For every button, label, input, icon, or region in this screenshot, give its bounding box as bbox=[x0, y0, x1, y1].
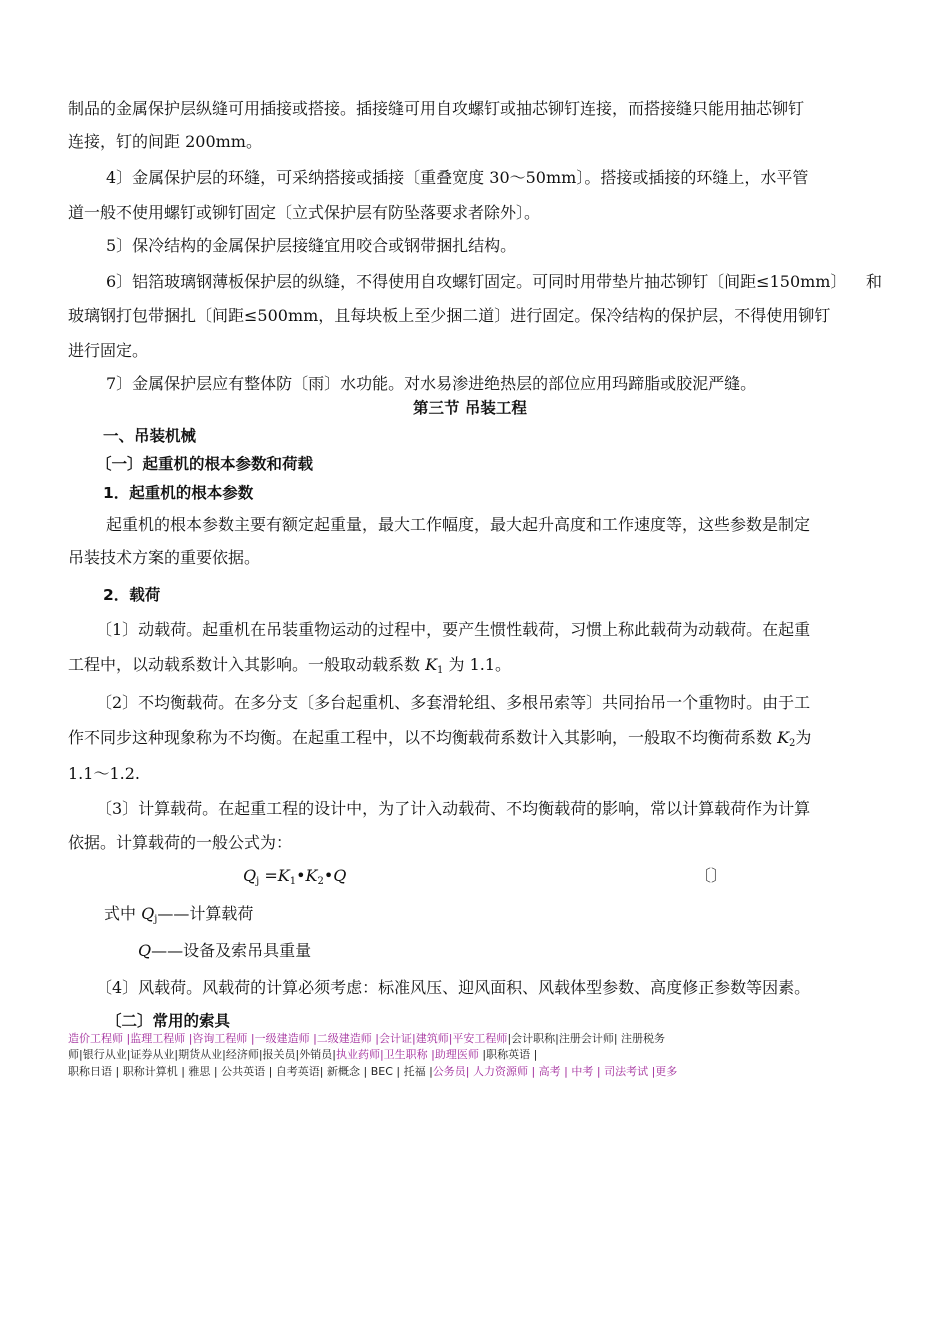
footer-link-group[interactable]: 造价工程师 |监理工程师 |咨询工程师 |一级建造师 |二级建造师 |会计证|建筑师|平安工程师 bbox=[68, 1032, 508, 1045]
paragraph-line: 5〕保冷结构的金属保护层接缝宜用咬合或钢带捆扎结构。 bbox=[106, 236, 517, 255]
heading: 一、吊装机械 bbox=[103, 427, 197, 445]
footer-link-group[interactable]: 职称日语 | 职称计算机 | 雅思 | 公共英语 | 自考英语| 新概念 | BEC | 托福 | bbox=[68, 1065, 433, 1078]
paragraph-line: 玻璃钢打包带捆扎〔间距≤500mm，且每块板上至少捆二道〕进行固定。保冷结构的保护层，不得使用铆钉 bbox=[68, 306, 831, 325]
paragraph-line: 〔4〕风载荷。风载荷的计算必须考虑：标准风压、迎风面积、风载体型参数、高度修正参数等因素。 bbox=[96, 978, 811, 997]
footer-link-group[interactable]: |会计职称|注册会计师| 注册税务 bbox=[507, 1032, 666, 1045]
heading: 1．起重机的根本参数 bbox=[103, 484, 254, 502]
section-title: 第三节 吊装工程 bbox=[413, 399, 527, 417]
paragraph-line: 7〕金属保护层应有整体防〔雨〕水功能。对水易渗进绝热层的部位应用玛蹄脂或胶泥严缝。 bbox=[106, 374, 757, 393]
footer-link-group[interactable]: |职称英语 | bbox=[478, 1048, 538, 1061]
paragraph-line: 〔2〕不均衡载荷。在多分支〔多台起重机、多套滑轮组、多根吊索等〕共同抬吊一个重物时。由于工 bbox=[96, 693, 811, 712]
footer-link-group[interactable]: 师|银行从业|证券从业|期货从业|经济师|报关员|外销员| bbox=[68, 1048, 336, 1061]
heading: 〔一〕起重机的根本参数和荷载 bbox=[96, 455, 314, 473]
heading: 〔二〕常用的索具 bbox=[106, 1012, 231, 1030]
paragraph-line: 作不同步这种现象称为不均衡。在起重工程中，以不均衡载荷系数计入其影响，一般取不均衡荷系数 $K_2$为 bbox=[68, 728, 812, 749]
paragraph-line: 道一般不使用螺钉或铆钉固定〔立式保护层有防坠落要求者除外〕。 bbox=[68, 203, 541, 222]
paragraph-line: 连接，钉的间距 200mm。 bbox=[68, 132, 262, 151]
paragraph-line: 和 bbox=[866, 272, 883, 291]
formula: $Q_j$ $=K_1•K_2•Q$ bbox=[243, 866, 347, 887]
heading: 2．载荷 bbox=[103, 586, 161, 604]
paragraph-line: 进行固定。 bbox=[68, 341, 149, 360]
paragraph-line: 〔3〕计算载荷。在起重工程的设计中，为了计入动载荷、不均衡载荷的影响，常以计算载荷作为计算 bbox=[96, 799, 811, 818]
paragraph-line: 起重机的根本参数主要有额定起重量，最大工作幅度，最大起升高度和工作速度等，这些参数是制定 bbox=[106, 515, 811, 534]
footer-link-group[interactable]: 执业药师|卫生职称 |助理医师 bbox=[335, 1048, 479, 1061]
paragraph-line: 制品的金属保护层纵缝可用插接或搭接。插接缝可用自攻螺钉或抽芯铆钉连接，而搭接缝只能用抽芯铆钉 bbox=[68, 99, 805, 118]
definition-line: 式中 $Q_j——$计算载荷 bbox=[104, 904, 254, 925]
paragraph-line: 〔1〕动载荷。起重机在吊装重物运动的过程中，要产生惯性载荷，习惯上称此载荷为动载荷。在起重 bbox=[96, 620, 811, 639]
paragraph-line: 工程中，以动载系数计入其影响。一般取动载系数 $K_1$ 为 1.1。 bbox=[68, 655, 512, 676]
definition-line: Q——设备及索吊具重量 bbox=[138, 941, 312, 960]
footer-links-row bbox=[68, 1047, 537, 1063]
footer-link-group[interactable]: 公务员| 人力资源师 | 高考 | 中考 | 司法考试 |更多 bbox=[432, 1065, 678, 1078]
formula-number: 〔〕 bbox=[695, 866, 728, 885]
paragraph-line: 6〕铝箔玻璃钢薄板保护层的纵缝，不得使用自攻螺钉固定。可同时用带垫片抽芯铆钉〔间距≤150mm〕 bbox=[106, 272, 847, 291]
paragraph-line: 依据。计算载荷的一般公式为： bbox=[68, 833, 293, 852]
paragraph-line: 吊装技术方案的重要依据。 bbox=[68, 548, 261, 567]
footer-links-row bbox=[68, 1064, 677, 1080]
footer-links-row bbox=[68, 1031, 665, 1047]
paragraph-line: 1.1～1.2. bbox=[68, 764, 140, 783]
paragraph-line: 4〕金属保护层的环缝，可采纳搭接或插接〔重叠宽度 30～50mm〕。搭接或插接的环缝上，水平管 bbox=[106, 168, 809, 187]
